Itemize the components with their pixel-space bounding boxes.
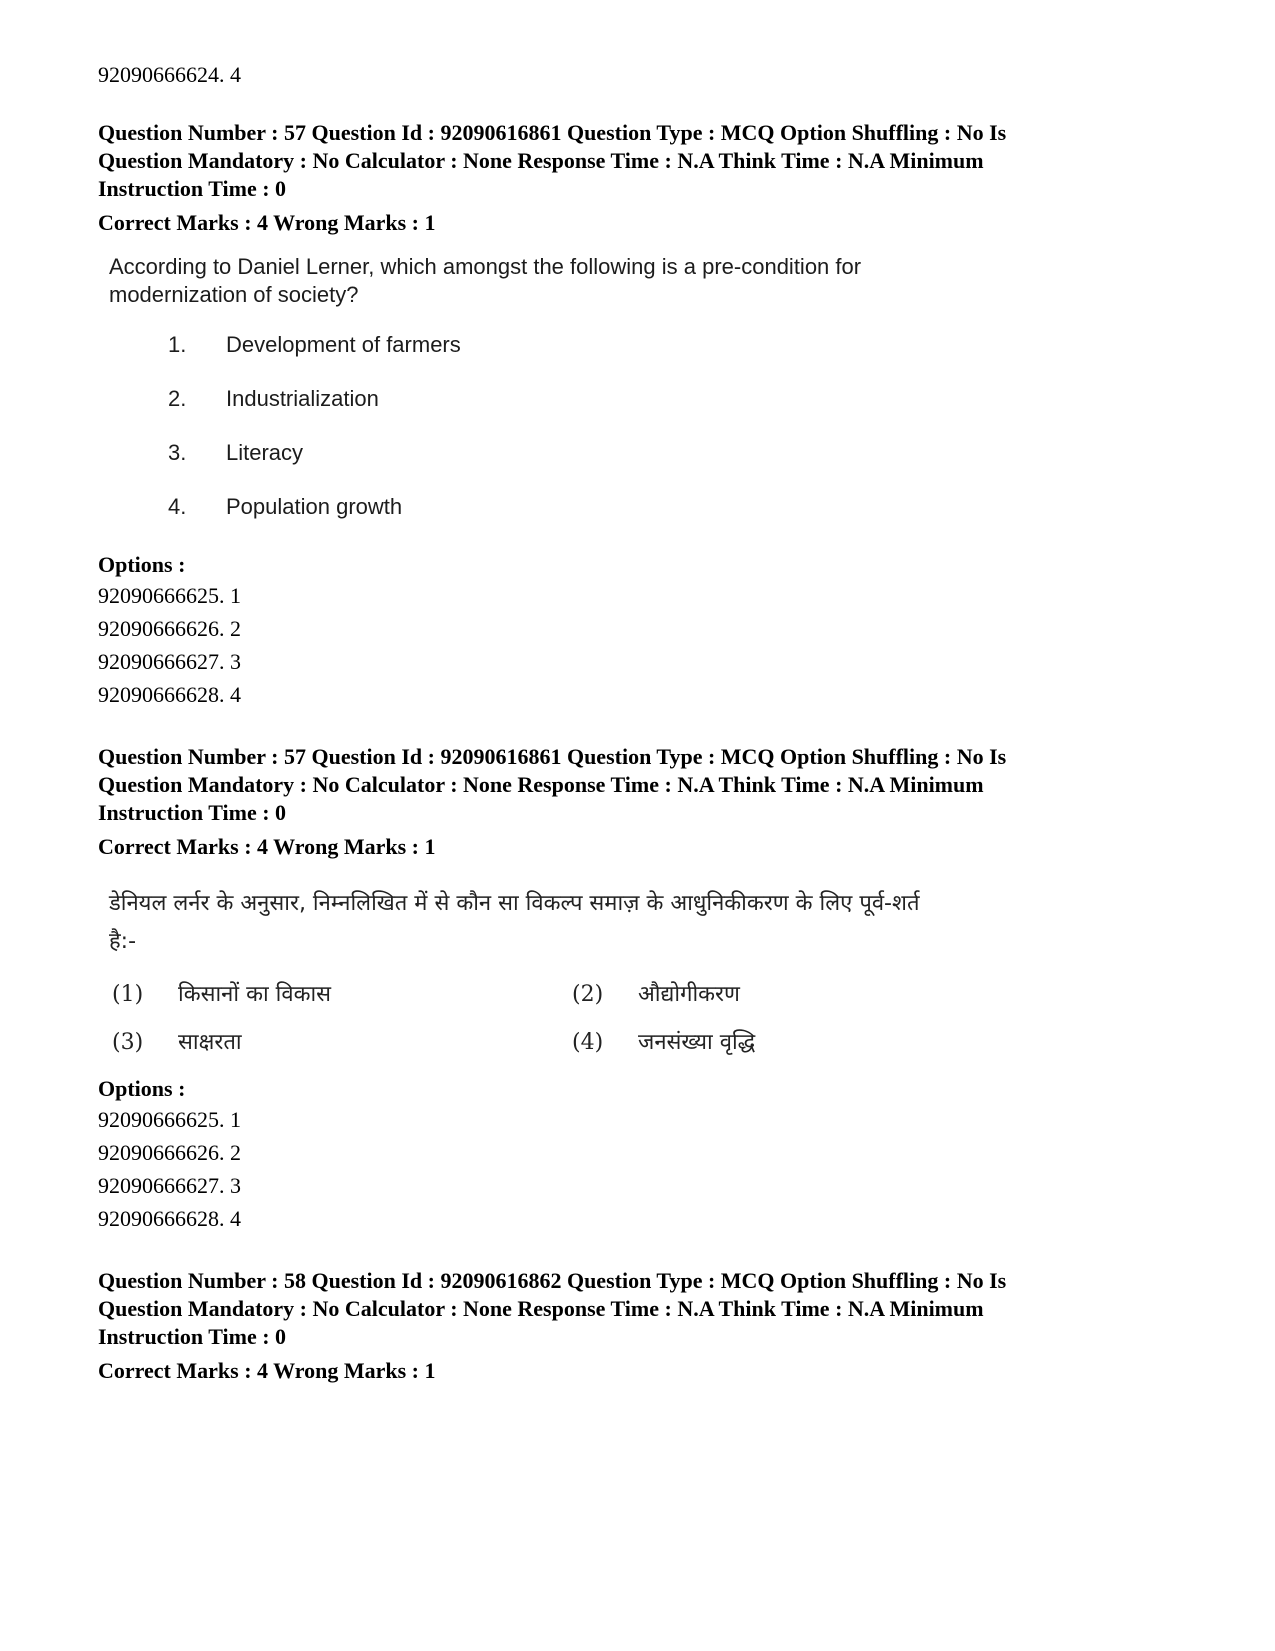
stem-line: According to Daniel Lerner, which amongst the following is a pre-condition for <box>109 254 862 279</box>
choice-grid <box>112 977 1198 1061</box>
choice-text: Population growth <box>226 494 403 519</box>
stem-line: डेनियल लर्नर के अनुसार, निम्नलिखित में से कौन सा विकल्प समाज़ के आधुनिकीकरण के लिए पूर्व-शर्त <box>109 891 920 916</box>
options-list <box>98 579 1198 711</box>
option-line: 92090666628. 4 <box>98 1206 241 1231</box>
question-block-57-en <box>98 119 1198 711</box>
choice-list <box>168 331 1198 547</box>
meta-line: Instruction Time : 0 <box>98 800 287 825</box>
choice-text: किसानों का विकास <box>178 982 332 1007</box>
question-meta <box>98 1267 1198 1351</box>
question-meta <box>98 119 1198 203</box>
option-line: 92090666628. 4 <box>98 682 241 707</box>
choice-text: Literacy <box>226 440 304 465</box>
question-block-58 <box>98 1267 1198 1385</box>
choice-item <box>168 493 1198 547</box>
options-heading: Options : <box>98 552 186 577</box>
meta-line: Question Mandatory : No Calculator : None Response Time : N.A Think Time : N.A Minimum <box>98 772 984 797</box>
meta-line: Instruction Time : 0 <box>98 176 287 201</box>
choice-item <box>112 1025 572 1061</box>
choice-number: 3. <box>168 440 187 465</box>
choice-item <box>112 977 572 1013</box>
marks-line: Correct Marks : 4 Wrong Marks : 1 <box>98 210 436 235</box>
meta-line: Question Number : 57 Question Id : 92090616861 Question Type : MCQ Option Shuffling : No Is <box>98 120 1007 145</box>
option-line: 92090666627. 3 <box>98 1173 241 1198</box>
choice-number: 1. <box>168 332 187 357</box>
options-list <box>98 1103 1198 1235</box>
question-stem <box>109 253 989 309</box>
meta-line: Question Mandatory : No Calculator : None Response Time : N.A Think Time : N.A Minimum <box>98 148 984 173</box>
choice-number: (1) <box>112 982 144 1007</box>
stem-line: modernization of society? <box>109 282 359 307</box>
previous-option-line: 92090666624. 4 <box>98 62 241 87</box>
question-block-57-hi <box>98 743 1198 1235</box>
choice-text: Development of farmers <box>226 332 461 357</box>
choice-text: Industrialization <box>226 386 379 411</box>
option-line: 92090666627. 3 <box>98 649 241 674</box>
choice-item <box>168 331 1198 385</box>
document-page <box>98 58 1198 1385</box>
question-text-english <box>98 253 1198 547</box>
option-line: 92090666626. 2 <box>98 1140 241 1165</box>
option-line: 92090666625. 1 <box>98 583 241 608</box>
choice-text: औद्योगीकरण <box>638 982 740 1007</box>
choice-number: 2. <box>168 386 187 411</box>
choice-item <box>168 439 1198 493</box>
options-heading: Options : <box>98 1076 186 1101</box>
choice-item <box>572 977 872 1013</box>
option-line: 92090666626. 2 <box>98 616 241 641</box>
question-text-hindi <box>98 885 1198 1061</box>
meta-line: Question Mandatory : No Calculator : None Response Time : N.A Think Time : N.A Minimum <box>98 1296 984 1321</box>
marks-line: Correct Marks : 4 Wrong Marks : 1 <box>98 834 436 859</box>
choice-number: (3) <box>112 1030 144 1055</box>
choice-item <box>168 385 1198 439</box>
choice-text: जनसंख्या वृद्धि <box>638 1030 756 1055</box>
choice-item <box>572 1025 872 1061</box>
meta-line: Question Number : 58 Question Id : 92090616862 Question Type : MCQ Option Shuffling : No Is <box>98 1268 1007 1293</box>
choice-number: 4. <box>168 494 187 519</box>
choice-text: साक्षरता <box>178 1030 242 1055</box>
meta-line: Question Number : 57 Question Id : 92090616861 Question Type : MCQ Option Shuffling : No Is <box>98 744 1007 769</box>
question-stem <box>109 885 1029 961</box>
question-meta <box>98 743 1198 827</box>
meta-line: Instruction Time : 0 <box>98 1324 287 1349</box>
option-line: 92090666625. 1 <box>98 1107 241 1132</box>
marks-line: Correct Marks : 4 Wrong Marks : 1 <box>98 1358 436 1383</box>
choice-number: (4) <box>572 1030 604 1055</box>
stem-line: है:- <box>109 929 137 954</box>
choice-number: (2) <box>572 982 604 1007</box>
